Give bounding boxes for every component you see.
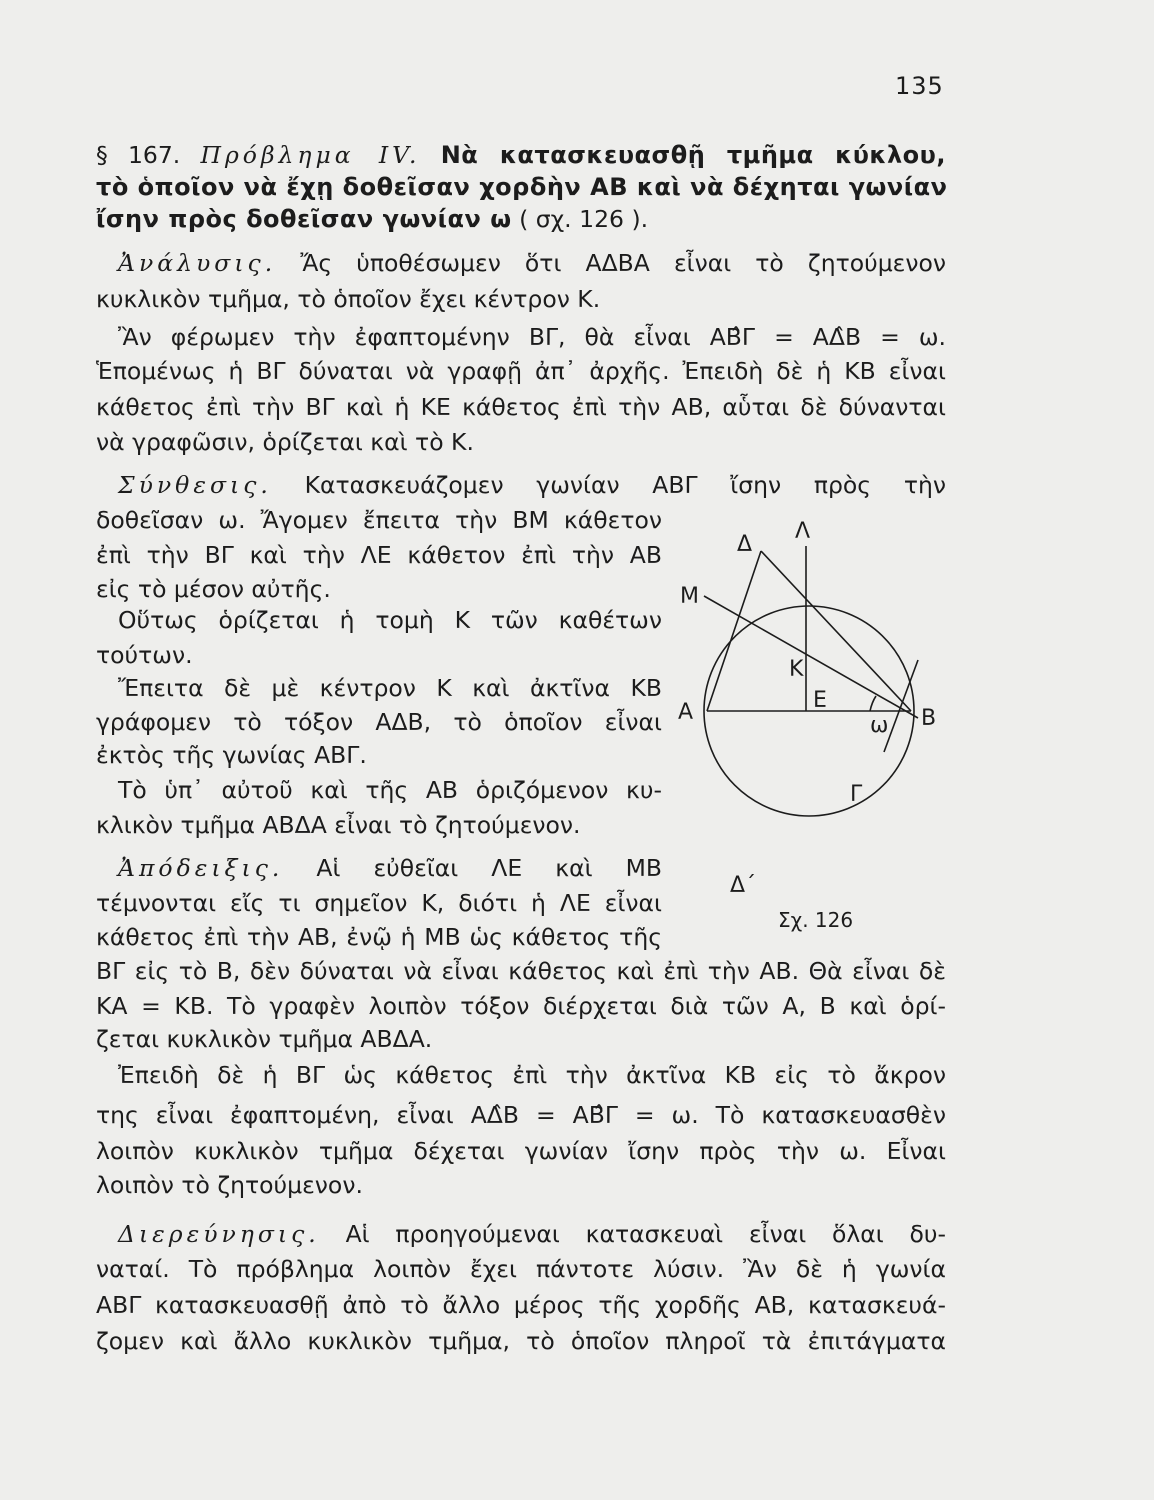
proof-line-4: ΒΓ εἰς τὸ Β, δὲν δύναται νὰ εἶναι κάθετος καὶ ἐπὶ τὴν ΑΒ. Θὰ εἶναι δὲ [96,957,946,985]
synthesis-line-7: Ἔπειτα δὲ μὲ κέντρον Κ καὶ ἀκτῖνα ΚΒ [118,674,662,702]
analysis-line-2: κυκλικὸν τμῆμα, τὸ ὁποῖον ἔχει κέντρον Κ. [96,285,601,313]
problem-label: Πρόβλημα IV. [200,141,421,169]
synthesis-line-3: ἐπὶ τὴν ΒΓ καὶ τὴν ΛΕ κάθετον ἐπὶ τὴν ΑΒ [96,541,662,569]
section-number: § 167. [96,141,181,169]
problem-heading-line-1 [96,140,946,170]
figure-126 [662,505,952,945]
problem-title-part-2: τὸ ὁποῖον νὰ ἔχῃ δοθεῖσαν χορδὴν ΑΒ καὶ νὰ δέχηται γωνίαν [96,173,948,201]
analysis-text-1: Ἄς ὑποθέσωμεν ὅτι ΑΔΒΑ εἶναι τὸ ζητούμενον [300,249,946,277]
discussion-heading: Διερεύνησις. [118,1220,320,1248]
synthesis-line-6: τούτων. [96,641,193,669]
synthesis-heading: Σύνθεσις. [118,471,272,499]
synthesis-text-1: Κατασκευάζομεν γωνίαν ΑΒΓ ἴσην πρὸς τὴν [304,471,946,499]
label-lambda: Λ [795,519,811,544]
segment-a-delta [707,551,761,711]
label-gamma: Γ [850,782,863,807]
synthesis-line-10: Τὸ ὑπ᾽ αὐτοῦ καὶ τῆς ΑΒ ὁριζόμενον κυ- [118,776,662,804]
figure-reference: ( σχ. 126 ). [519,205,649,233]
synthesis-line-5: Οὕτως ὁρίζεται ἡ τομὴ Κ τῶν καθέτων [118,606,662,634]
synthesis-line-11: κλικὸν τμῆμα ΑΒΔΑ εἶναι τὸ ζητούμενον. [96,811,581,839]
proof-line-1 [118,853,662,883]
proof-heading: Ἀπόδειξις. [118,854,284,882]
segment-delta-b [761,551,911,711]
synthesis-line-4: εἰς τὸ μέσον αὐτῆς. [96,575,331,603]
proof-line-10: λοιπὸν τὸ ζητούμενον. [96,1171,363,1199]
problem-title-part-1: Νὰ κατασκευασθῇ τμῆμα κύκλου, [440,141,946,169]
label-delta-prime: Δ΄ [730,873,757,898]
label-delta: Δ [737,532,753,557]
problem-heading-line-3 [96,204,946,234]
label-b: Β [921,706,937,731]
analysis-line-4: Ἑπομένως ἡ ΒΓ δύναται νὰ γραφῇ ἀπ᾽ ἀρχῆς. Ἐπειδὴ δὲ ἡ ΚΒ εἶναι [96,357,946,385]
problem-title-part-3: ἴσην πρὸς δοθεῖσαν γωνίαν ω [96,205,512,233]
analysis-line-5: κάθετος ἐπὶ τὴν ΒΓ καὶ ἡ ΚΕ κάθετος ἐπὶ τὴν ΑΒ, αὗται δὲ δύνανται [96,393,946,421]
tangent-bg [884,660,918,752]
synthesis-line-2: δοθεῖσαν ω. Ἄγομεν ἔπειτα τὴν ΒΜ κάθετον [96,506,662,534]
discussion-line-1 [118,1219,946,1249]
discussion-line-3: ΑΒΓ κατασκευασθῇ ἀπὸ τὸ ἄλλο μέρος τῆς χορδῆς ΑΒ, κατασκευά- [96,1291,946,1319]
synthesis-line-1 [118,470,946,500]
analysis-line-6: νὰ γραφῶσιν, ὁρίζεται καὶ τὸ Κ. [96,428,474,456]
label-a: Α [678,700,694,725]
label-e: Ε [813,688,827,713]
discussion-text-1: Αἱ προηγούμεναι κατασκευαὶ εἶναι ὅλαι δυ- [345,1220,946,1248]
analysis-line-1 [118,248,946,278]
discussion-line-4: ζομεν καὶ ἄλλο κυκλικὸν τμῆμα, τὸ ὁποῖον πληροῖ τὰ ἐπιτάγματα [96,1327,946,1355]
proof-line-9: λοιπὸν κυκλικὸν τμῆμα δέχεται γωνίαν ἴσην πρὸς τὴν ω. Εἶναι [96,1137,946,1165]
proof-line-5: ΚΑ = ΚΒ. Τὸ γραφὲν λοιπὸν τόξον διέρχεται διὰ τῶν Α, Β καὶ ὁρί- [96,992,946,1020]
analysis-line-3: Ἂν φέρωμεν τὴν ἐφαπτομένην ΒΓ, θὰ εἶναι ΑΒ̂Γ = ΑΔ̂Β = ω. [118,323,946,351]
label-m: Μ [680,584,699,609]
analysis-heading: Ἀνάλυσις. [118,249,277,277]
proof-line-2: τέμνονται εἴς τι σημεῖον Κ, διότι ἡ ΛΕ εἶναι [96,889,662,917]
synthesis-line-8: γράφομεν τὸ τόξον ΑΔΒ, τὸ ὁποῖον εἶναι [96,708,662,736]
figure-caption: Σχ. 126 [778,908,854,932]
proof-line-6: ζεται κυκλικὸν τμῆμα ΑΒΔΑ. [96,1025,433,1053]
angle-omega-arc [870,696,876,711]
label-k: Κ [789,657,804,682]
proof-line-8: της εἶναι ἐφαπτομένη, εἶναι ΑΔ̂Β = ΑΒ̂Γ = ω. Τὸ κατασκευασθὲν [96,1101,946,1129]
discussion-line-2: ναταί. Τὸ πρόβλημα λοιπὸν ἔχει πάντοτε λύσιν. Ἂν δὲ ἡ γωνία [96,1255,946,1283]
line-mb [704,596,918,718]
proof-line-7: Ἐπειδὴ δὲ ἡ ΒΓ ὡς κάθετος ἐπὶ τὴν ἀκτῖνα ΚΒ εἰς τὸ ἄκρον [118,1061,946,1089]
page-number: 135 [895,72,944,100]
proof-line-3: κάθετος ἐπὶ τὴν ΑΒ, ἐνῷ ἡ ΜΒ ὡς κάθετος τῆς [96,923,662,951]
synthesis-line-9: ἐκτὸς τῆς γωνίας ΑΒΓ. [96,741,367,769]
proof-text-1: Αἱ εὐθεῖαι ΛΕ καὶ ΜΒ [316,854,662,882]
label-omega: ω [870,713,889,738]
